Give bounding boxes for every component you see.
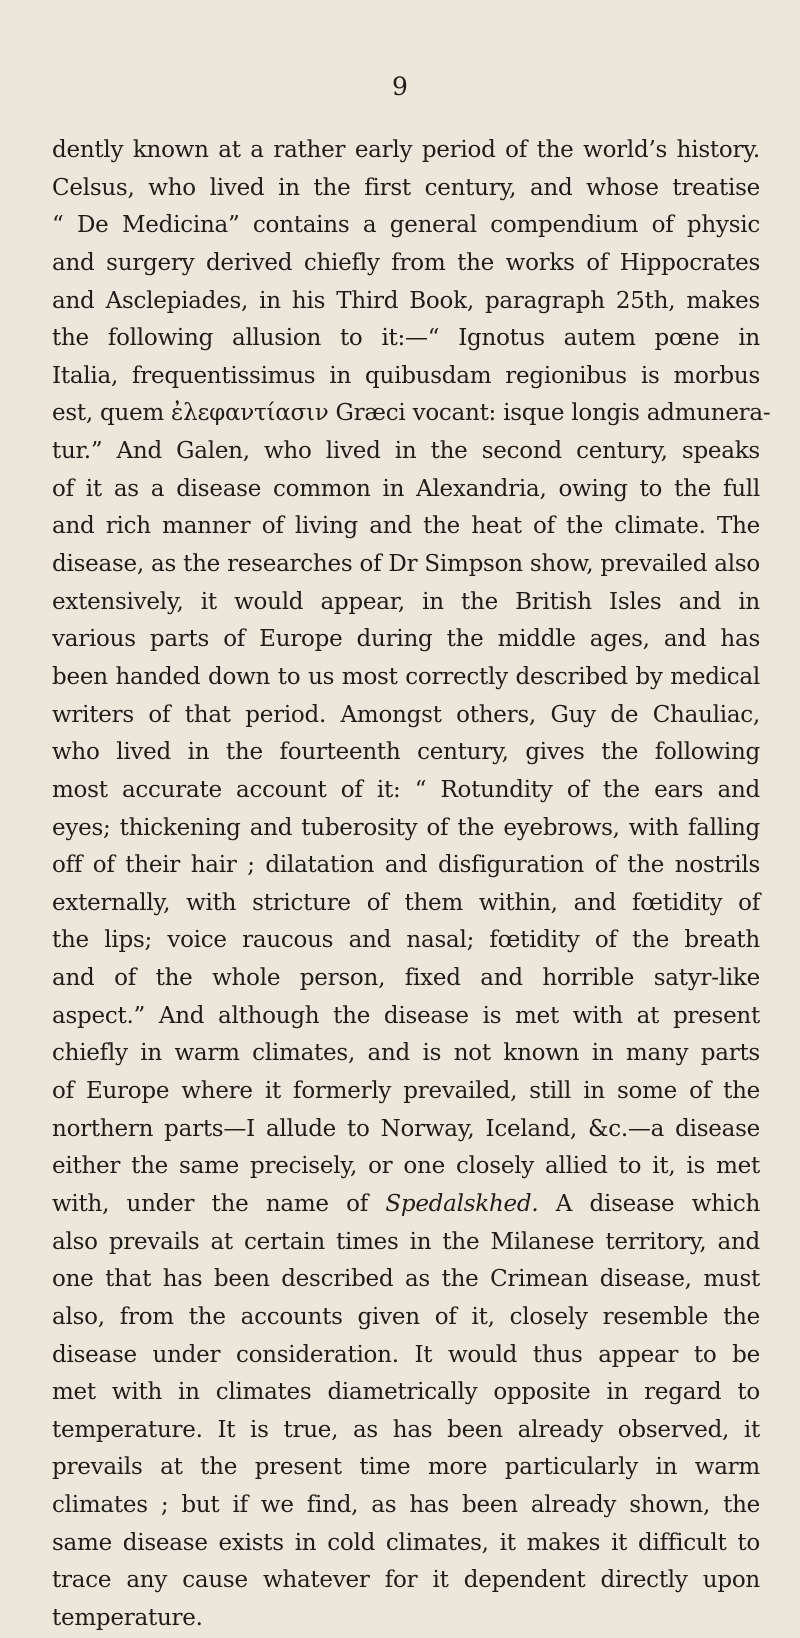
text-line: northern parts—I allude to Norway, Iceland, &c.—a disease xyxy=(52,1115,760,1142)
text-line: of Europe where it formerly prevailed, still in some of the xyxy=(52,1078,760,1105)
text-line: and rich manner of living and the heat of the climate. The xyxy=(52,513,760,540)
text-line: externally, with stricture of them within, and fœtidity of xyxy=(52,889,760,916)
text-line: of it as a disease common in Alexandria, owing to the full xyxy=(52,475,760,502)
text-line: writers of that period. Amongst others, Guy de Chauliac, xyxy=(52,701,760,728)
text-line: Italia, frequentissimus in quibusdam regionibus is morbus xyxy=(52,362,760,389)
text-line: and surgery derived chiefly from the works of Hippocrates xyxy=(52,249,760,276)
text-line: tur.” And Galen, who lived in the second century, speaks xyxy=(52,438,760,465)
text-line: temperature. It is true, as has been already observed, it xyxy=(52,1416,760,1443)
text-line: various parts of Europe during the middle ages, and has xyxy=(52,626,760,653)
text-line: disease under consideration. It would thus appear to be xyxy=(52,1341,760,1368)
line-segment: A disease which xyxy=(555,1190,761,1217)
text-line: the lips; voice raucous and nasal; fœtidity of the breath xyxy=(52,927,760,954)
line-segment: with, under the name of xyxy=(52,1190,368,1217)
text-line: Celsus, who lived in the first century, and whose treatise xyxy=(52,174,760,201)
text-line: one that has been described as the Crimean disease, must xyxy=(52,1266,760,1293)
text-line: off of their hair ; dilatation and disfiguration of the nostrils xyxy=(52,852,760,879)
text-line: disease, as the researches of Dr Simpson show, prevailed also xyxy=(52,551,760,578)
page-number: 9 xyxy=(392,72,408,101)
text-line: dently known at a rather early period of the world’s history. xyxy=(52,137,760,163)
text-line: and Asclepiades, in his Third Book, paragraph 25th, makes xyxy=(52,287,760,314)
text-line: trace any cause whatever for it dependent directly upon xyxy=(52,1567,760,1594)
text-line: climates ; but if we find, as has been already shown, the xyxy=(52,1492,760,1519)
italic-term: Spedalskhed. xyxy=(385,1190,539,1217)
text-line: temperature. xyxy=(52,1604,203,1631)
text-line: “ De Medicina” contains a general compendium of physic xyxy=(52,212,760,239)
text-line: and of the whole person, fixed and horrible satyr-like xyxy=(52,965,760,992)
text-line: also prevails at certain times in the Milanese territory, and xyxy=(52,1228,760,1255)
text-line: been handed down to us most correctly described by medical xyxy=(52,663,760,690)
text-line: eyes; thickening and tuberosity of the eyebrows, with falling xyxy=(52,814,760,841)
text-line: same disease exists in cold climates, it makes it difficult to xyxy=(52,1529,760,1556)
text-line: either the same precisely, or one closely allied to it, is met xyxy=(52,1153,760,1180)
text-line-with-italic xyxy=(52,1186,760,1224)
text-line: est, quem ἐλεφαντίασιν Græci vocant: isque longis admunera- xyxy=(52,400,771,427)
text-line: also, from the accounts given of it, closely resemble the xyxy=(52,1303,760,1330)
text-line: who lived in the fourteenth century, gives the following xyxy=(52,739,760,766)
text-line: the following allusion to it:—“ Ignotus autem pœne in xyxy=(52,325,760,352)
text-line: chiefly in warm climates, and is not known in many parts xyxy=(52,1040,760,1067)
text-line: met with in climates diametrically opposite in regard to xyxy=(52,1379,760,1406)
text-line: most accurate account of it: “ Rotundity of the ears and xyxy=(52,776,760,803)
text-line: extensively, it would appear, in the British Isles and in xyxy=(52,588,760,615)
text-line: prevails at the present time more particularly in warm xyxy=(52,1454,760,1481)
body-paragraph xyxy=(52,132,771,1638)
text-line: aspect.” And although the disease is met with at present xyxy=(52,1002,760,1029)
